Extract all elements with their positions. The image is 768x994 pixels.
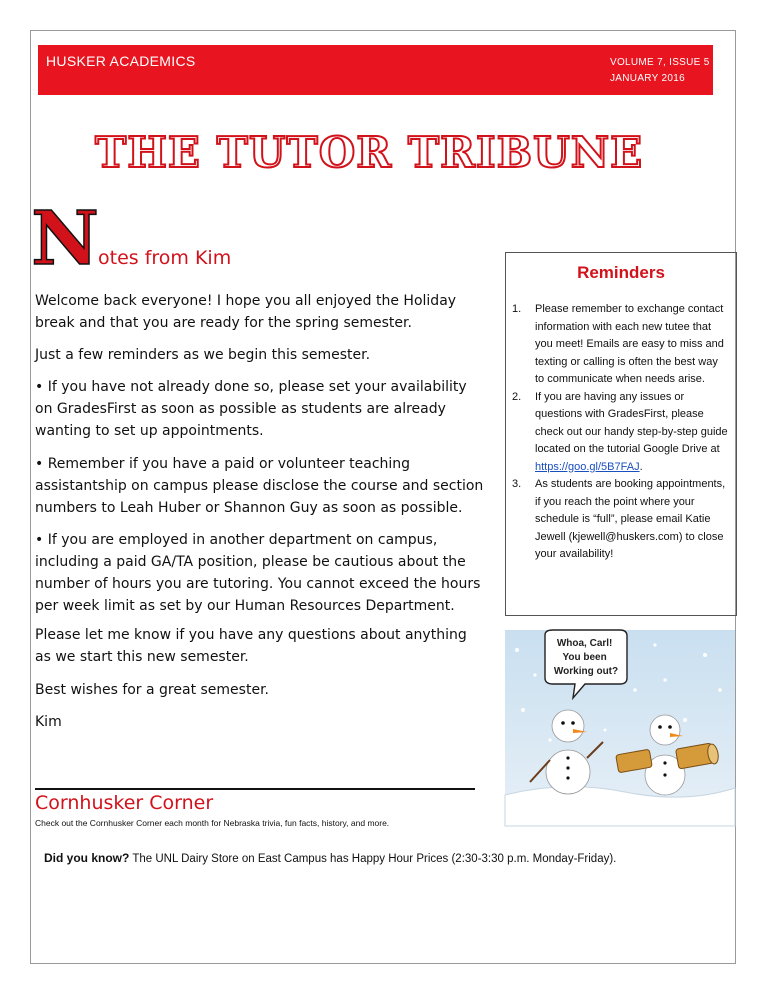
notes-p1 <box>35 290 485 334</box>
banner-volume: VOLUME 7, ISSUE 5 <box>610 57 710 68</box>
notes-p3 <box>35 376 485 442</box>
reminder-number: 3. <box>512 478 522 490</box>
did-you-know-text: The UNL Dairy Store on East Campus has Happy Hour Prices (2:30-3:30 p.m. Monday-Friday). <box>129 853 617 865</box>
cornhusker-corner-heading: Cornhusker Corner <box>35 792 214 814</box>
reminders-box <box>505 252 737 616</box>
reminder-number: 2. <box>512 390 522 403</box>
did-you-know-label: Did you know? <box>44 851 130 865</box>
notes-p6 <box>35 624 485 668</box>
reminder-item <box>506 301 736 389</box>
newsletter-title: THE TUTOR TRIBUNE <box>95 128 644 177</box>
section-divider <box>35 788 475 790</box>
notes-paragraph: • If you are employed in another department on campus, including a paid GA/TA position, please be cautious about the number of hours you are tutoring. You cannot exceed the hours per week limit as set by our Human Resources Department. <box>35 532 481 614</box>
reminders-list <box>506 301 736 564</box>
notes-signature: Kim <box>35 714 62 730</box>
notes-p4 <box>35 453 485 519</box>
did-you-know <box>44 851 616 865</box>
banner-date: JANUARY 2016 <box>610 73 685 84</box>
banner-issue <box>610 55 710 87</box>
notes-heading: otes from Kim <box>98 247 232 269</box>
reminder-text-end: . <box>639 460 643 473</box>
notes-paragraph: Please let me know if you have any questions about anything as we start this new semester. <box>35 627 467 665</box>
notes-p8 <box>35 711 485 733</box>
notes-p7 <box>35 679 485 701</box>
notes-p2 <box>35 344 485 366</box>
header-banner <box>38 45 713 95</box>
reminder-text: Please remember to exchange contact information with each new tutee that you meet! Emails are easy to miss and texting or calling is often the best way to communicate when needs arise. <box>535 303 724 385</box>
svg-text:Whoa, Carl! You been W <box>554 638 618 677</box>
snowman-cartoon <box>505 630 735 826</box>
reminder-number: 1. <box>512 303 522 315</box>
reminder-text: If you are having any issues or questions with GradesFirst, please check out our handy step-by-step guide located on the tutorial Google Drive at <box>535 390 728 455</box>
reminder-text: As students are booking appointments, if you reach the point where your schedule is “full”, please email Katie Jewell (kjewell@huskers.com) to close your availability! <box>535 478 726 560</box>
reminder-item <box>506 476 736 564</box>
notes-p5 <box>35 529 485 617</box>
drop-cap-letter: N <box>31 196 99 282</box>
notes-paragraph: Welcome back everyone! I hope you all enjoyed the Holiday break and that you are ready for the spring semester. <box>35 293 457 331</box>
google-drive-link[interactable]: https://goo.gl/5B7FAJ <box>535 460 640 473</box>
speech-line-2: You been <box>562 652 607 663</box>
notes-paragraph: Just a few reminders as we begin this semester. <box>35 347 371 363</box>
reminders-heading: Reminders <box>577 263 665 282</box>
drop-cap-n-logo <box>31 196 99 282</box>
speech-line-1: Whoa, Carl! <box>556 638 613 649</box>
speech-line-3: Working out? <box>553 666 619 677</box>
notes-paragraph: Best wishes for a great semester. <box>35 682 269 698</box>
reminder-item <box>506 389 736 477</box>
cornhusker-corner-subtitle: Check out the Cornhusker Corner each month for Nebraska trivia, fun facts, history, and more. <box>35 818 390 828</box>
notes-paragraph: • If you have not already done so, please set your availability on GradesFirst as soon as possible as students are already wanting to set up appointments. <box>35 379 467 439</box>
banner-org: HUSKER ACADEMICS <box>46 53 196 69</box>
notes-paragraph: • Remember if you have a paid or volunteer teaching assistantship on campus please disclose the course and section numbers to Leah Huber or Shannon Guy as soon as possible. <box>35 456 484 516</box>
